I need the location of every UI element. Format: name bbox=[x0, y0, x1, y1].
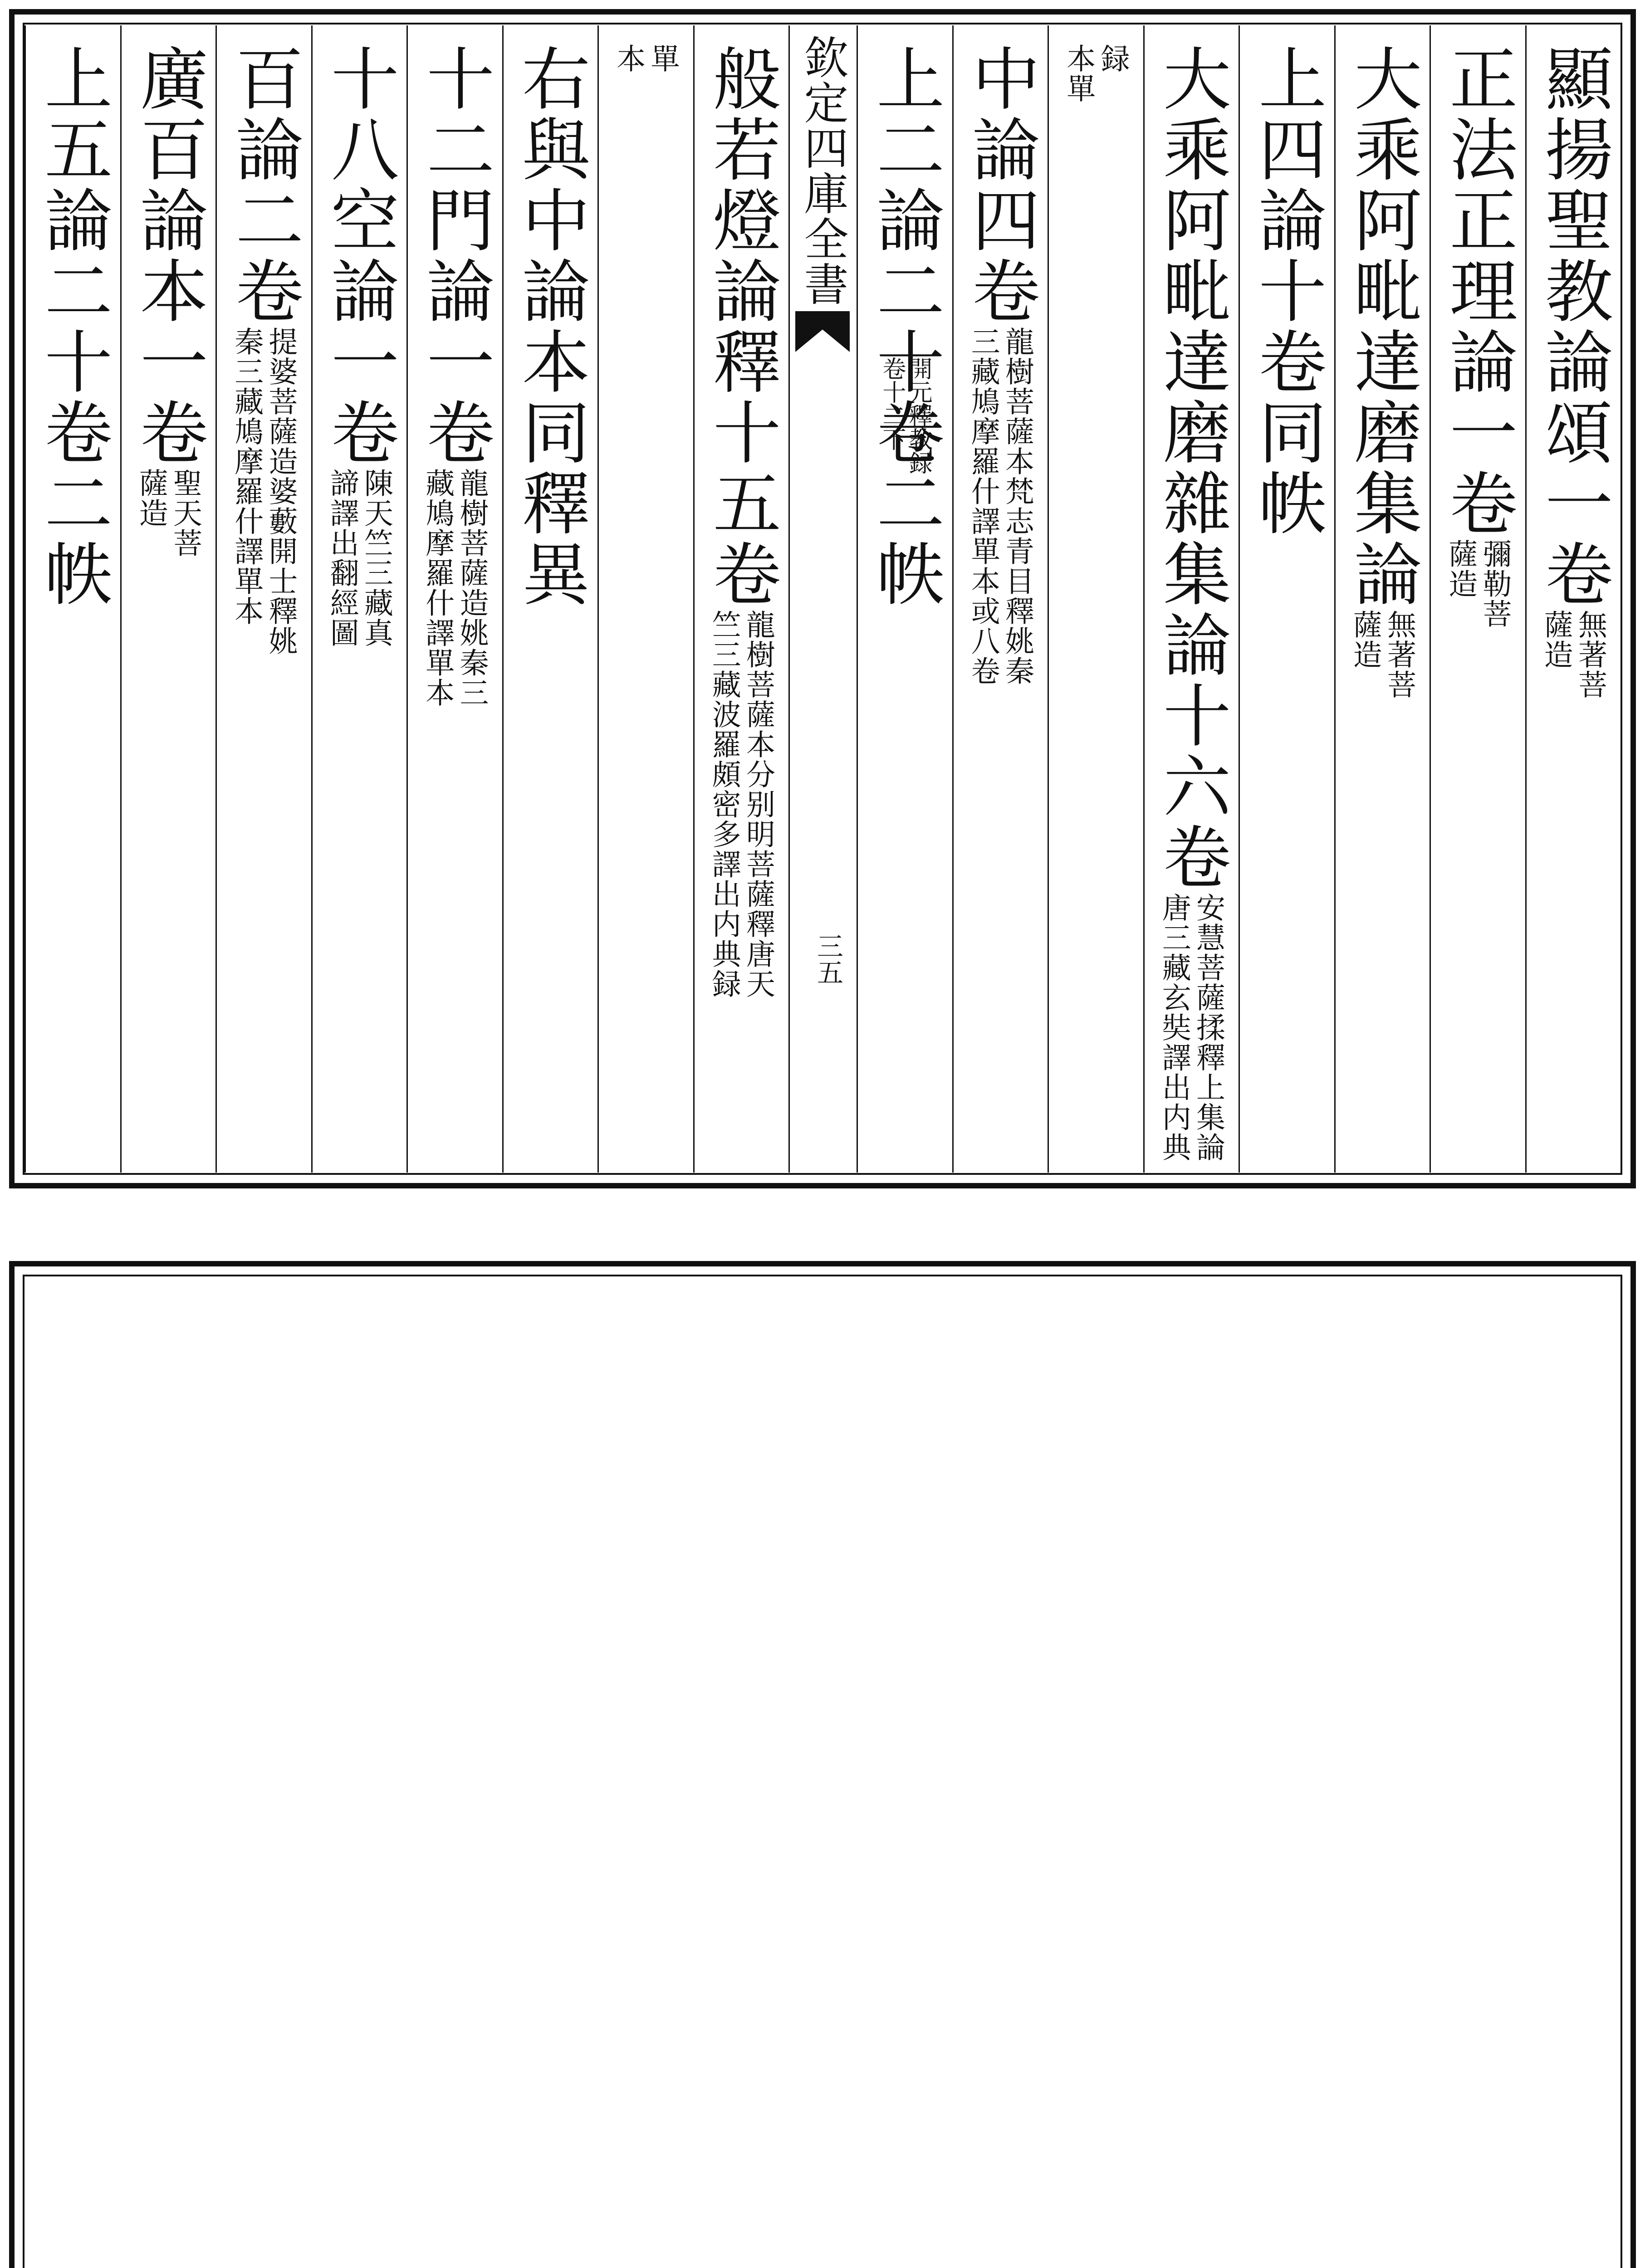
annotation-line: 竺三藏波羅頗密多譯出内典録 bbox=[707, 610, 741, 999]
main-text: 十八空論一卷 bbox=[319, 44, 398, 468]
text-column bbox=[952, 44, 1048, 1163]
text-column bbox=[120, 44, 216, 1163]
text-column bbox=[857, 44, 952, 1163]
annotation-line: 藏鳩摩羅什譯單本 bbox=[421, 468, 455, 708]
annotation-line: 薩造 bbox=[1539, 610, 1573, 670]
annotation-line: 無著菩 bbox=[1573, 610, 1607, 699]
main-text: 上二論二十卷二帙 bbox=[865, 44, 944, 610]
annotation-line: 薩造 bbox=[1444, 539, 1478, 599]
fish-right-text: 開元釋教録 bbox=[905, 357, 932, 474]
main-text: 顯揚聖教論頌一卷 bbox=[1533, 44, 1612, 610]
main-text: 上五論二十卷二帙 bbox=[33, 44, 112, 610]
main-text: 大乘阿毗達磨雜集論十六卷 bbox=[1151, 44, 1230, 893]
annotation-line: 諦譯出翻經圖 bbox=[325, 468, 359, 648]
annotation-note bbox=[230, 327, 298, 656]
annotation-line: 聖天菩 bbox=[168, 468, 202, 558]
annotation-line: 單 bbox=[646, 44, 680, 73]
text-column bbox=[1430, 44, 1525, 1163]
text-column bbox=[502, 44, 598, 1163]
annotation-note bbox=[1350, 610, 1414, 699]
annotation-line: 陳天竺三藏真 bbox=[359, 468, 393, 648]
leaf-number: 三五 bbox=[813, 933, 843, 985]
text-column bbox=[1525, 44, 1621, 1163]
main-text: 百論二卷 bbox=[224, 44, 303, 327]
main-text: 上四論十卷同帙 bbox=[1247, 44, 1326, 539]
annotation-line: 提婆菩薩造婆藪開士釋姚 bbox=[264, 327, 298, 656]
annotation-note bbox=[612, 44, 680, 73]
text-column bbox=[693, 44, 789, 1163]
main-text: 廣百論本一卷 bbox=[128, 44, 207, 468]
annotation-line: 本 bbox=[612, 44, 646, 73]
text-column bbox=[597, 44, 693, 1163]
annotation-line: 薩造 bbox=[1348, 610, 1382, 670]
annotation-note bbox=[327, 468, 391, 648]
fish-subtitle bbox=[715, 357, 930, 474]
annotation-line: 龍樹菩薩本分别明菩薩釋唐天 bbox=[741, 610, 775, 999]
annotation-line: 安慧菩薩揉釋上集論 bbox=[1191, 893, 1225, 1162]
text-column bbox=[1334, 44, 1430, 1163]
annotation-note bbox=[968, 327, 1032, 686]
annotation-note bbox=[421, 468, 489, 708]
annotation-line: 三藏鳩摩羅什譯單本或八卷 bbox=[966, 327, 1000, 686]
annotation-line: 薩造 bbox=[134, 468, 168, 528]
fish-left-text: 卷十二下 bbox=[878, 357, 906, 451]
bottom-page bbox=[0, 1261, 1645, 2268]
fish-column-rule bbox=[857, 25, 858, 1173]
annotation-line: 本單 bbox=[1062, 44, 1096, 103]
annotation-line: 龍樹菩薩造姚秦三 bbox=[455, 468, 489, 708]
annotation-line: 龍樹菩薩本梵志青目釋姚秦 bbox=[1000, 327, 1034, 686]
text-column bbox=[1048, 44, 1143, 1163]
annotation-note bbox=[709, 610, 773, 999]
text-column bbox=[311, 44, 407, 1163]
annotation-line: 秦三藏鳩摩羅什譯單本 bbox=[230, 327, 264, 626]
annotation-note bbox=[1541, 610, 1605, 699]
main-text: 般若燈論釋十五卷 bbox=[701, 44, 780, 610]
text-column bbox=[1143, 44, 1239, 1163]
annotation-line: 無著菩 bbox=[1382, 610, 1416, 699]
text-column bbox=[215, 44, 311, 1163]
main-text: 十二門論一卷 bbox=[415, 44, 494, 468]
annotation-line: 録 bbox=[1096, 44, 1130, 73]
main-text: 右與中論本同釋異 bbox=[510, 44, 589, 610]
annotation-line: 彌勒菩 bbox=[1478, 539, 1512, 629]
annotation-note bbox=[1062, 44, 1130, 103]
main-text: 中論四卷 bbox=[960, 44, 1039, 327]
annotation-note bbox=[1444, 539, 1512, 629]
text-column bbox=[1239, 44, 1334, 1163]
text-column bbox=[406, 44, 502, 1163]
book-title: 欽定四庫全書 bbox=[797, 34, 848, 307]
main-text: 大乘阿毗達磨集論 bbox=[1342, 44, 1421, 610]
main-text: 正法正理論一卷 bbox=[1438, 44, 1517, 539]
annotation-line: 唐三藏玄奘譯出内典 bbox=[1157, 893, 1191, 1162]
annotation-note bbox=[136, 468, 200, 558]
annotation-note bbox=[1159, 893, 1223, 1162]
text-column bbox=[24, 44, 120, 1163]
fish-tail-mark bbox=[795, 311, 850, 352]
bottom-inner-border bbox=[23, 1275, 1622, 2268]
